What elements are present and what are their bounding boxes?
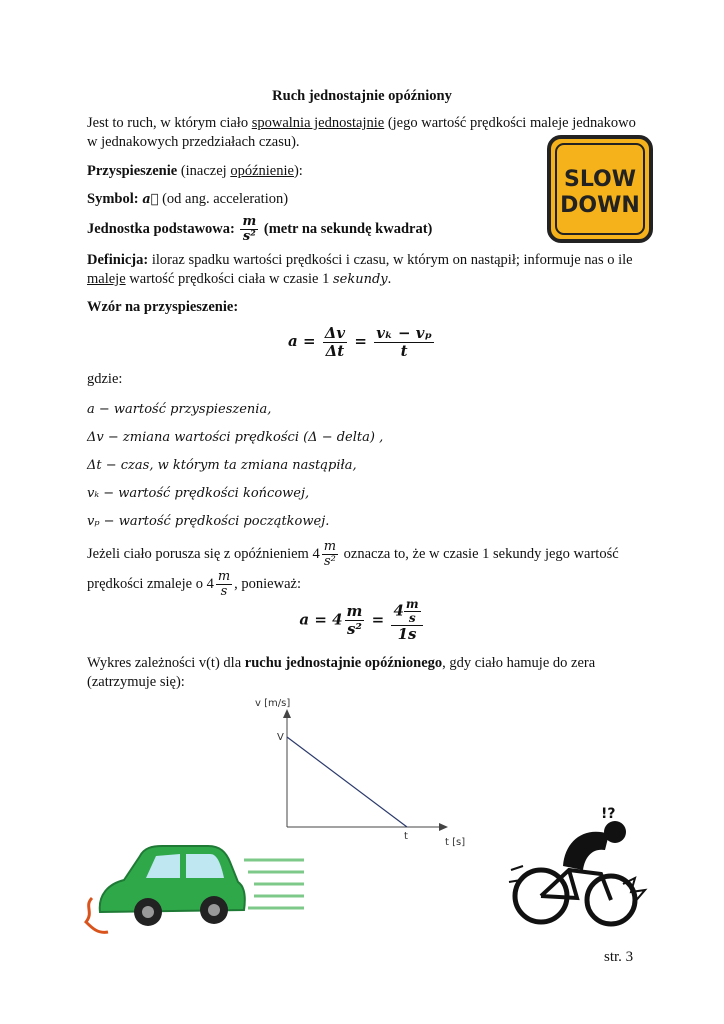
example-num: m [323, 539, 337, 554]
symbol-value: a⃗ [142, 192, 159, 207]
formula-f1-num: Δv [324, 324, 346, 342]
acceleration-text-end: ): [293, 163, 303, 179]
eq2-big-num-value: 4 [393, 601, 404, 620]
example-text: Jeżeli ciało porusza się z opóźnieniem 4 [87, 546, 320, 563]
legend-list [87, 396, 383, 536]
legend-item: a − wartość przyspieszenia, [87, 402, 272, 417]
formula-fraction-2 [374, 325, 434, 359]
sign-line2: DOWN [560, 193, 640, 218]
chart-x-arrow [439, 823, 448, 831]
unit-label: Jednostka podstawowa: [87, 221, 239, 238]
eq2-fraction [345, 603, 365, 637]
deceleration-underlined: opóźnienie [230, 163, 294, 179]
eq2-big-numerator [391, 598, 422, 626]
formula-f1-den: Δt [325, 341, 345, 360]
graph-text-2: , gdy ciało hamuje do zera [442, 655, 596, 671]
surprise-mark: !? [601, 806, 616, 822]
eq2-big-den: 1s [397, 625, 417, 644]
sign-line1: SLOW [563, 167, 637, 192]
legend-item: vₚ − wartość prędkości początkowej. [87, 514, 330, 529]
unit-line [87, 215, 432, 245]
acceleration-label: Przyspieszenie [87, 163, 178, 179]
unit-fraction [240, 215, 258, 245]
eq2-eq: = [371, 610, 385, 629]
chart-y-label: v [m/s] [255, 698, 291, 709]
formula-fraction-1 [323, 325, 347, 359]
graph-bold: ruchu jednostajnie opóźnionego [244, 655, 443, 671]
example-den: s² [323, 554, 336, 570]
definition-paragraph [87, 251, 647, 289]
intro-text-2: (jego wartość prędkości maleje jednakowo [384, 115, 636, 131]
example-den-2: s [220, 583, 228, 599]
intro-underlined: spowalnia jednostajnie [251, 115, 385, 131]
eq2-num: m [346, 602, 363, 621]
eq2-den: s² [346, 619, 362, 638]
definition-italic: sekundy [333, 272, 388, 287]
chart-x-tick: t [404, 831, 408, 842]
formula-f2-num: vₖ − vₚ [376, 324, 432, 342]
legend-item: vₖ − wartość prędkości końcowej, [87, 486, 310, 501]
legend-item: Δt − czas, w którym ta zmiana nastąpiła, [87, 458, 357, 473]
definition-label: Definicja: [87, 252, 149, 268]
example-text-4: , ponieważ: [234, 575, 301, 592]
unit-numerator: m [242, 214, 257, 229]
acceleration-formula [0, 325, 724, 359]
example-text-2: oznacza to, że w czasie 1 sekundy jego wartość [340, 546, 619, 563]
symbol-line [87, 190, 288, 209]
formula-eq: = [354, 332, 367, 350]
definition-end: . [387, 271, 392, 287]
gdzie-label: gdzie: [87, 371, 123, 387]
chart-x-label: t [s] [445, 837, 466, 848]
formula-heading: Wzór na przyspieszenie: [87, 299, 239, 315]
eq2-inner-den: s [408, 611, 416, 626]
legend-item: Δv − zmiana wartości prędkości (Δ − delta) , [87, 430, 384, 445]
definition-text: iloraz spadku wartości prędkości i czasu, w którym on nastąpił; informuje nas o ile [148, 252, 633, 268]
graph-text: Wykres zależności v(t) dla [87, 655, 245, 671]
example-num-2: m [217, 568, 231, 584]
slow-down-sign [545, 133, 655, 245]
eq2-inner-num: m [405, 597, 419, 611]
eq2-inner-fraction [404, 598, 421, 625]
velocity-chart [245, 692, 485, 852]
symbol-label: Symbol: [87, 191, 143, 207]
formula-f2-den: t [400, 341, 408, 360]
braking-car-illustration [78, 840, 310, 940]
eq2-lhs: a = 4 [299, 610, 343, 629]
example-paragraph [87, 540, 647, 599]
speed-lines [244, 860, 304, 908]
unit-denominator: s² [242, 229, 256, 245]
chart-y-tick: V [277, 732, 284, 743]
chart-y-arrow [283, 709, 291, 718]
example-fraction-2 [216, 570, 232, 600]
intro-text: Jest to ruch, w którym ciało [87, 115, 252, 131]
eq2-big-fraction [391, 598, 422, 643]
chart-series-line [287, 737, 407, 827]
symbol-text: (od ang. acceleration) [158, 191, 289, 207]
acceleration-text: (inaczej [177, 163, 231, 179]
example-fraction [322, 540, 338, 570]
cyclist-body [563, 832, 609, 870]
page-title: Ruch jednostajnie opóźniony [272, 88, 452, 104]
definition-underlined: maleje [87, 271, 126, 287]
intro-text-3: w jednakowych przedziałach czasu). [87, 134, 300, 150]
definition-text-2: wartość prędkości ciała w czasie 1 [125, 271, 333, 287]
graph-text-3: (zatrzymuje się): [87, 674, 185, 690]
braking-cyclist-illustration [505, 800, 665, 935]
example-text-3: prędkości zmaleje o 4 [87, 575, 214, 592]
graph-description [87, 654, 647, 692]
unit-text: (metr na sekundę kwadrat) [260, 221, 433, 238]
example-equation [0, 598, 724, 643]
acceleration-line [87, 162, 303, 181]
motion-marks [509, 866, 523, 882]
formula-lhs: a = [288, 332, 316, 350]
page-number: str. 3 [604, 949, 634, 965]
